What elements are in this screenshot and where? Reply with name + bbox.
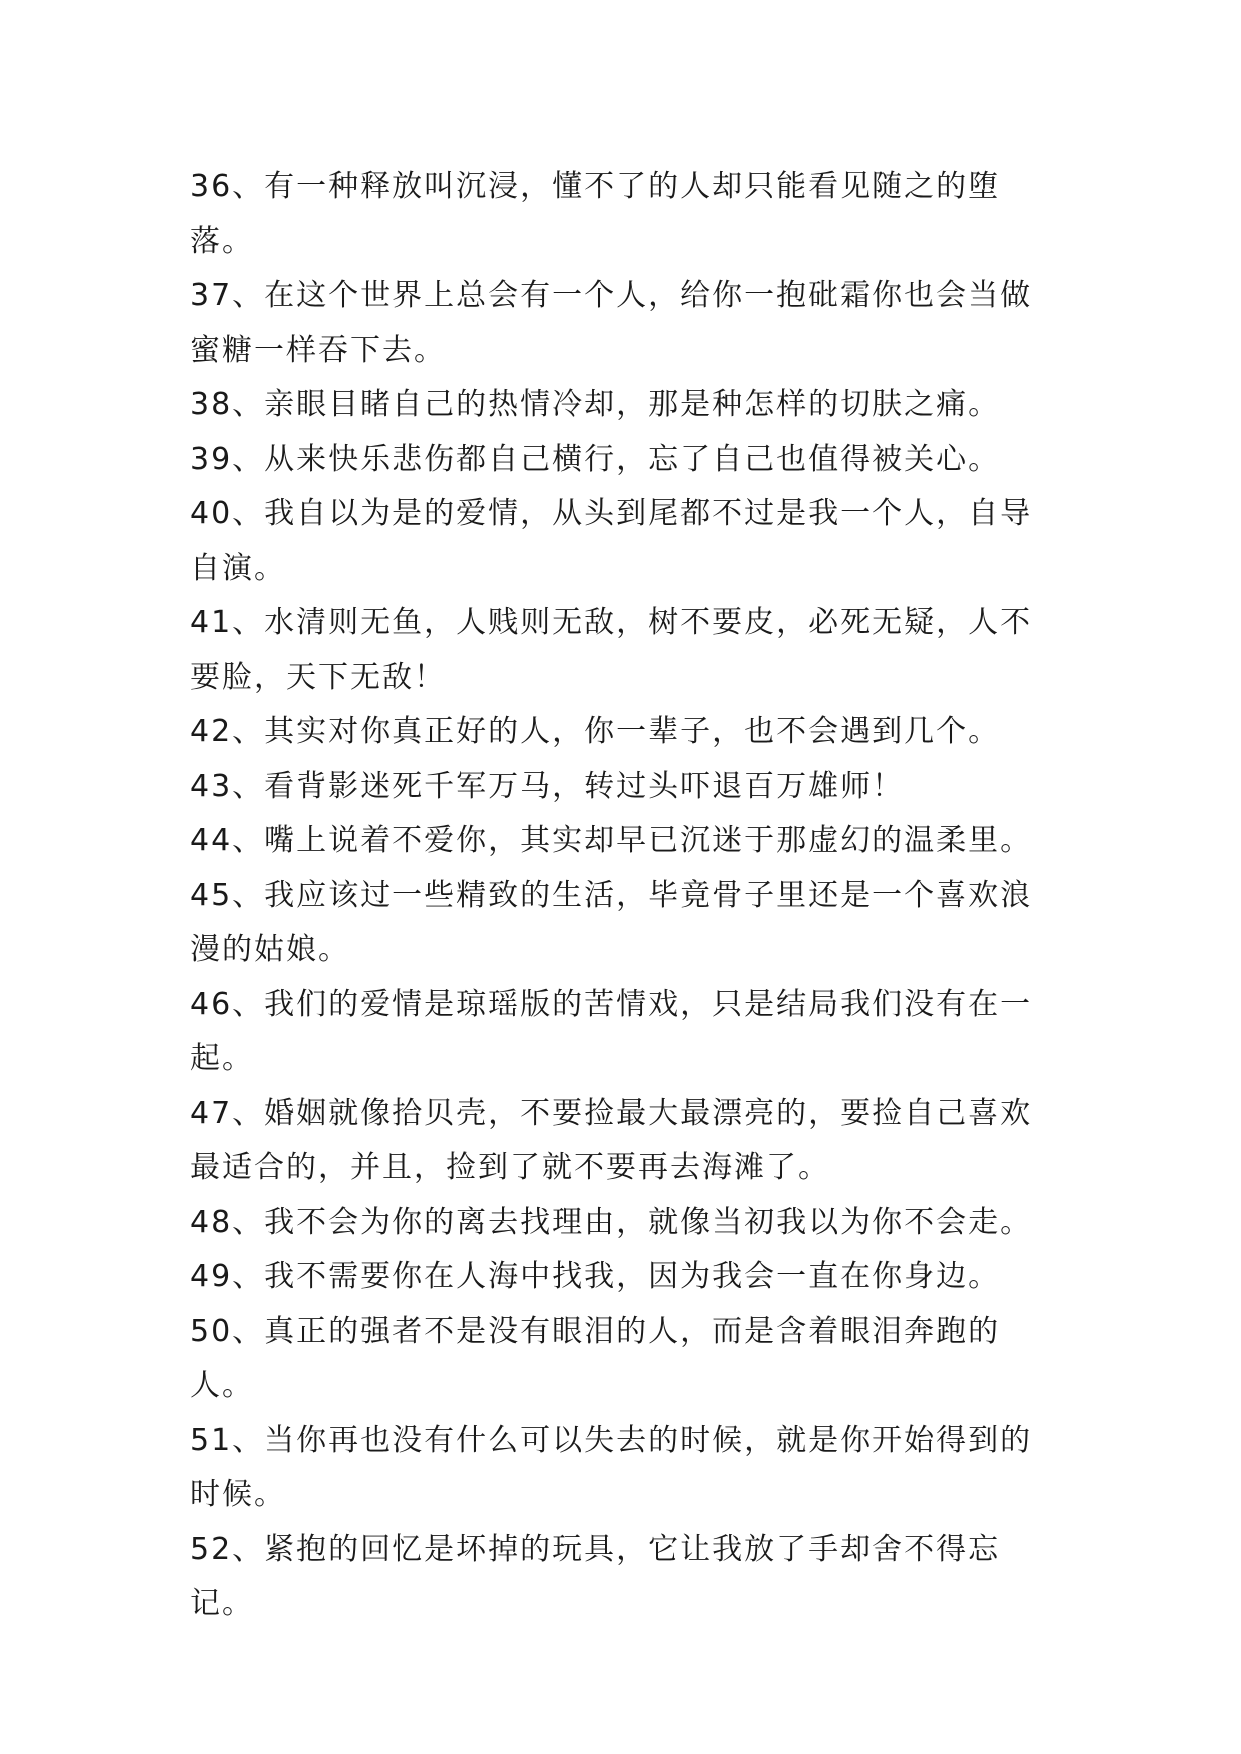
list-item: 51、当你再也没有什么可以失去的时候，就是你开始得到的时候。 (190, 1422, 1033, 1512)
quote-list (190, 160, 1060, 1632)
list-item: 44、嘴上说着不爱你，其实却早已沉迷于那虚幻的温柔里。 (190, 823, 1033, 858)
list-item: 48、我不会为你的离去找理由，就像当初我以为你不会走。 (190, 1204, 1033, 1240)
list-item: 50、真正的强者不是没有眼泪的人，而是含着眼泪奔跑的人。 (190, 1313, 1001, 1403)
list-item: 43、看背影迷死千军万马，转过头吓退百万雄师！ (190, 768, 905, 804)
list-item: 52、紧抱的回忆是坏掉的玩具，它让我放了手却舍不得忘记。 (190, 1531, 1001, 1621)
list-item: 36、有一种释放叫沉浸，懂不了的人却只能看见随之的堕落。 (190, 169, 1001, 259)
list-item: 45、我应该过一些精致的生活，毕竟骨子里还是一个喜欢浪漫的姑娘。 (190, 877, 1033, 967)
list-item: 37、在这个世界上总会有一个人，给你一抱砒霜你也会当做蜜糖一样吞下去。 (190, 278, 1033, 368)
list-item: 46、我们的爱情是琼瑶版的苦情戏，只是结局我们没有在一起。 (190, 986, 1033, 1076)
list-item: 39、从来快乐悲伤都自己横行，忘了自己也值得被关心。 (190, 441, 1001, 477)
list-item: 47、婚姻就像拾贝壳，不要捡最大最漂亮的，要捡自己喜欢最适合的，并且，捡到了就不要再去海滩了。 (190, 1095, 1033, 1185)
list-item: 49、我不需要你在人海中找我，因为我会一直在你身边。 (190, 1259, 1001, 1294)
list-item: 41、水清则无鱼，人贱则无敌，树不要皮，必死无疑，人不要脸，天下无敌！ (190, 605, 1033, 695)
list-item: 42、其实对你真正好的人，你一辈子，也不会遇到几个。 (190, 714, 1001, 749)
list-item: 40、我自以为是的爱情，从头到尾都不过是我一个人，自导自演。 (190, 496, 1033, 586)
list-item: 38、亲眼目睹自己的热情冷却，那是种怎样的切肤之痛。 (190, 387, 1001, 422)
